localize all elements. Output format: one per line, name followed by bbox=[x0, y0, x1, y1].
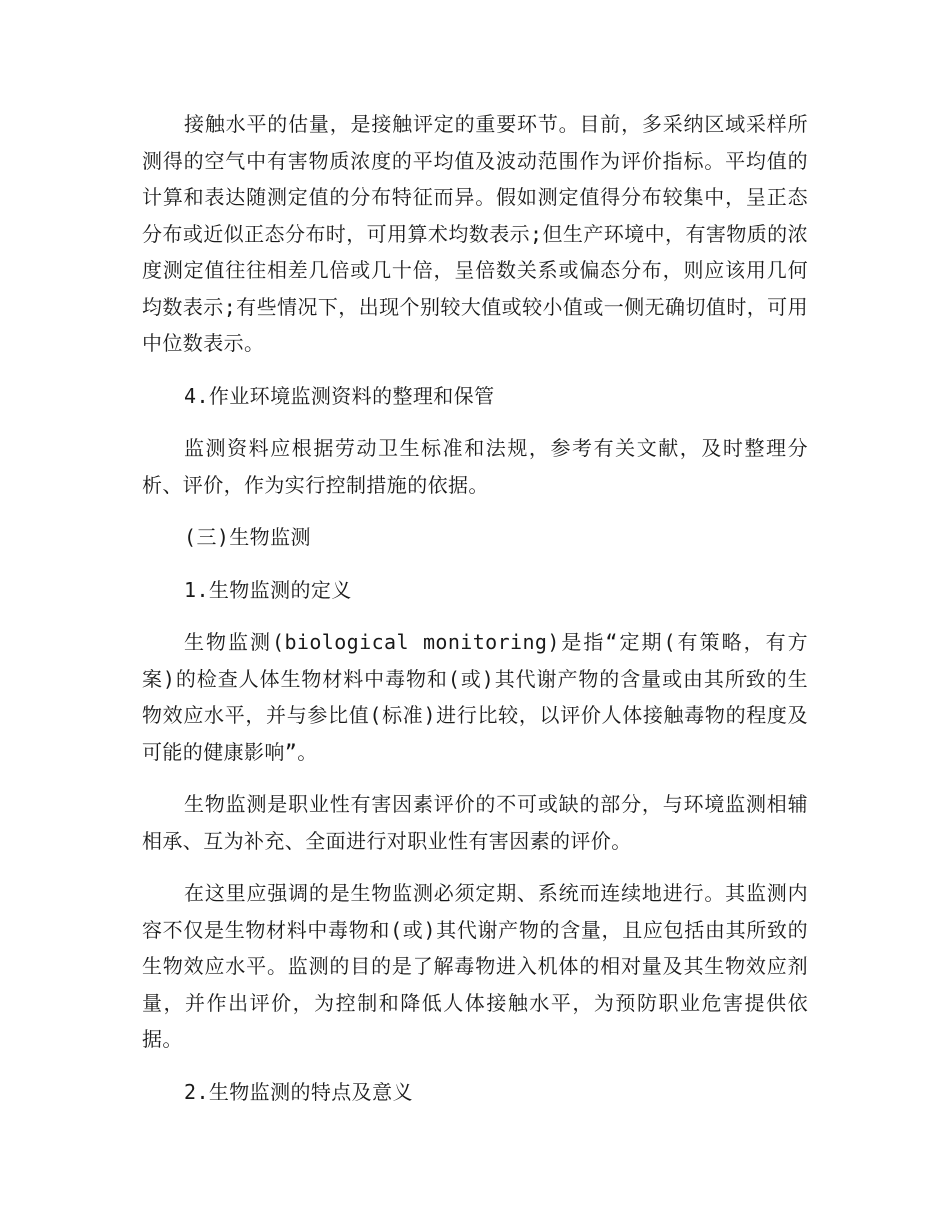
document-page bbox=[142, 106, 808, 1126]
paragraph-monitoring-data: 监测资料应根据劳动卫生标准和法规，参考有关文献，及时整理分析、评价，作为实行控制措施的依据。 bbox=[142, 436, 808, 497]
paragraph-exposure-estimation: 接触水平的估量，是接触评定的重要环节。目前，多采纳区域采样所测得的空气中有害物质浓度的平均值及波动范围作为评价指标。平均值的计算和表达随测定值的分布特征而异。假如测定值得分布较集中，呈正态分布或近似正态分布时，可用算术均数表示;但生产环境中，有害物质的浓度测定值往往相差几倍或几十倍，呈倍数关系或偏态分布，则应该用几何均数表示;有些情况下，出现个别较大值或较小值或一侧无确切值时，可用中位数表示。 bbox=[142, 112, 808, 355]
heading-biological-monitoring: (三)生物监测 bbox=[184, 525, 311, 549]
paragraph-biological-monitoring-definition: 生物监测(biological monitoring)是指“定期(有策略，有方案)的检查人体生物材料中毒物和(或)其代谢产物的含量或由其所致的生物效应水平，并与参比值(标准)进行比较，以评价人体接触毒物的程度及可能的健康影响”。 bbox=[142, 630, 808, 764]
paragraph-biological-monitoring-role: 生物监测是职业性有害因素评价的不可或缺的部分，与环境监测相辅相承、互为补充、全面进行对职业性有害因素的评价。 bbox=[142, 792, 808, 853]
heading-monitoring-data-management: 4.作业环境监测资料的整理和保管 bbox=[184, 383, 495, 408]
paragraph-biological-monitoring-emphasis: 在这里应强调的是生物监测必须定期、系统而连续地进行。其监测内容不仅是生物材料中毒物和(或)其代谢产物的含量，且应包括由其所致的生物效应水平。监测的目的是了解毒物进入机体的相对量及其生物效应剂量，并作出评价，为控制和降低人体接触水平，为预防职业危害提供依据。 bbox=[142, 881, 808, 1051]
heading-biological-monitoring-definition: 1.生物监测的定义 bbox=[184, 577, 352, 602]
heading-biological-monitoring-features: 2.生物监测的特点及意义 bbox=[184, 1079, 413, 1104]
